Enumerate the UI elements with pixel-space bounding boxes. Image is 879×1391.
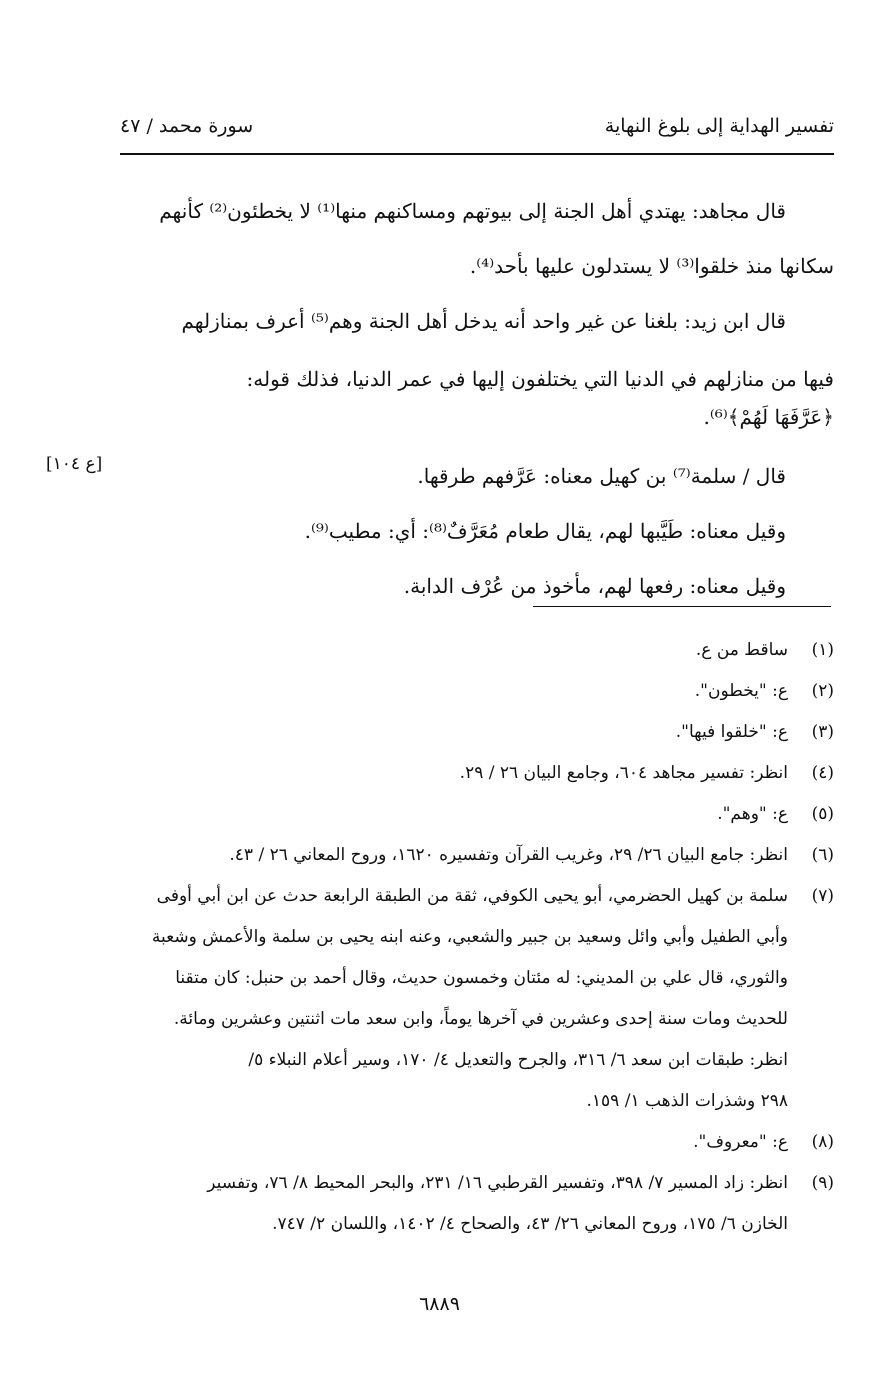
footnote-text [122,753,788,794]
body-line: قال مجاهد: يهتدي أهل الجنة إلى بيوتهم ومساكنهم منها⁽¹⁾ لا يخطئون⁽²⁾ كأنهم [159,199,786,223]
footnote-number: (٩) [811,1173,834,1193]
footnote-number: (٨) [811,1132,834,1152]
footnote-line: ٢٩٨ وشذرات الذهب ١/ ١٥٩. [586,1091,788,1111]
footnote-text [122,712,788,753]
footnote-line: ع: "خلقوا فيها". [675,722,788,742]
footnote-text [122,1122,788,1163]
footnote-line: للحديث ومات سنة إحدى وعشرين في آخرها يوماً، وابن سعد مات اثنتين وعشرين ومائة. [173,1009,788,1029]
body-line: قال / سلمة⁽⁷⁾ بن كهيل معناه: عَرَّفهم طرقها. [417,464,786,488]
body-line: قال ابن زيد: بلغنا عن غير واحد أنه يدخل أهل الجنة وهم⁽⁵⁾ أعرف بمنازلهم [181,309,786,333]
footnote-line: ع: "يخطون". [694,681,788,701]
footnote-number: (٢) [811,681,834,701]
footnote-item [122,753,834,794]
footnote-item [122,876,834,1122]
footnote-item [122,630,834,671]
footnote-line: انظر: طبقات ابن سعد ٦/ ٣١٦، والجرح والتعديل ٤/ ١٧٠، وسير أعلام النبلاء ٥/ [248,1050,788,1070]
footnote-text [122,671,788,712]
footnotes [122,630,834,1245]
manuscript-page-marker: [ع ١٠٤] [46,454,103,474]
main-text [122,184,834,614]
page-number: ٦٨٨٩ [419,1293,460,1315]
footnote-number: (١) [811,640,834,660]
footnote-text [122,630,788,671]
footnote-text [122,876,788,1122]
footnote-line: والثوري، قال علي بن المديني: له مئتان وخمسون حديث، وقال أحمد بن حنبل: كان متقنا [175,968,788,988]
footnote-number: (٥) [811,804,834,824]
footnote-item [122,671,834,712]
footnote-text [122,794,788,835]
footnote-line: ع: "وهم". [717,804,788,824]
footnote-number: (٧) [811,886,834,906]
footnote-line: انظر: جامع البيان ٢٦/ ٢٩، وغريب القرآن وتفسيره ١٦٢٠، وروح المعاني ٢٦ / ٤٣. [229,845,788,865]
footnote-text [122,835,788,876]
footnote-line: ع: "معروف". [693,1132,788,1152]
footnote-line: وأبي الطفيل وأبي وائل وسعيد بن جبير والشعبي، وعنه ابنه يحيى بن سلمة والأعمش وشعبة [151,927,788,947]
footnote-item [122,1122,834,1163]
footnote-line: انظر: تفسير مجاهد ٦٠٤، وجامع البيان ٢٦ / ٢٩. [459,763,788,783]
body-line: فيها من منازلهم في الدنيا التي يختلفون إليها في عمر الدنيا، فذلك قوله: [246,367,834,391]
footnote-divider [533,606,831,607]
body-line: وقيل معناه: طَيَّبها لهم، يقال طعام مُعَرَّفٌ⁽⁸⁾: أي: مطيب⁽⁹⁾. [304,519,786,543]
header-divider [120,153,834,155]
footnote-number: (٤) [811,763,834,783]
footnote-text [122,1163,788,1245]
book-title: تفسير الهداية إلى بلوغ النهاية [604,115,834,137]
footnote-line: الخازن ٦/ ١٧٥، وروح المعاني ٢٦/ ٤٣، والصحاح ٤/ ١٤٠٢، واللسان ٢/ ٧٤٧. [272,1214,788,1234]
surah-label: سورة محمد / ٤٧ [120,115,254,137]
footnote-item [122,835,834,876]
quran-verse-line: ﴿عَرَّفَهَا لَهُمْ﴾⁽⁶⁾. [703,405,834,429]
footnote-item [122,794,834,835]
footnote-line: انظر: زاد المسير ٧/ ٣٩٨، وتفسير القرطبي ١٦/ ٢٣١، والبحر المحيط ٨/ ٧٦، وتفسير [207,1173,788,1193]
footnote-item [122,1163,834,1245]
footnote-number: (٦) [811,845,834,865]
footnote-number: (٣) [811,722,834,742]
running-header [120,115,834,151]
footnote-line: ساقط من ع. [695,640,788,660]
body-line: وقيل معناه: رفعها لهم، مأخوذ من عُرْف الدابة. [403,574,786,598]
footnote-line: سلمة بن كهيل الحضرمي، أبو يحيى الكوفي، ثقة من الطبقة الرابعة حدث عن ابن أبي أوفى [156,886,788,906]
footnote-item [122,712,834,753]
body-line: سكانها منذ خلقوا⁽³⁾ لا يستدلون عليها بأحد⁽⁴⁾. [469,254,834,278]
